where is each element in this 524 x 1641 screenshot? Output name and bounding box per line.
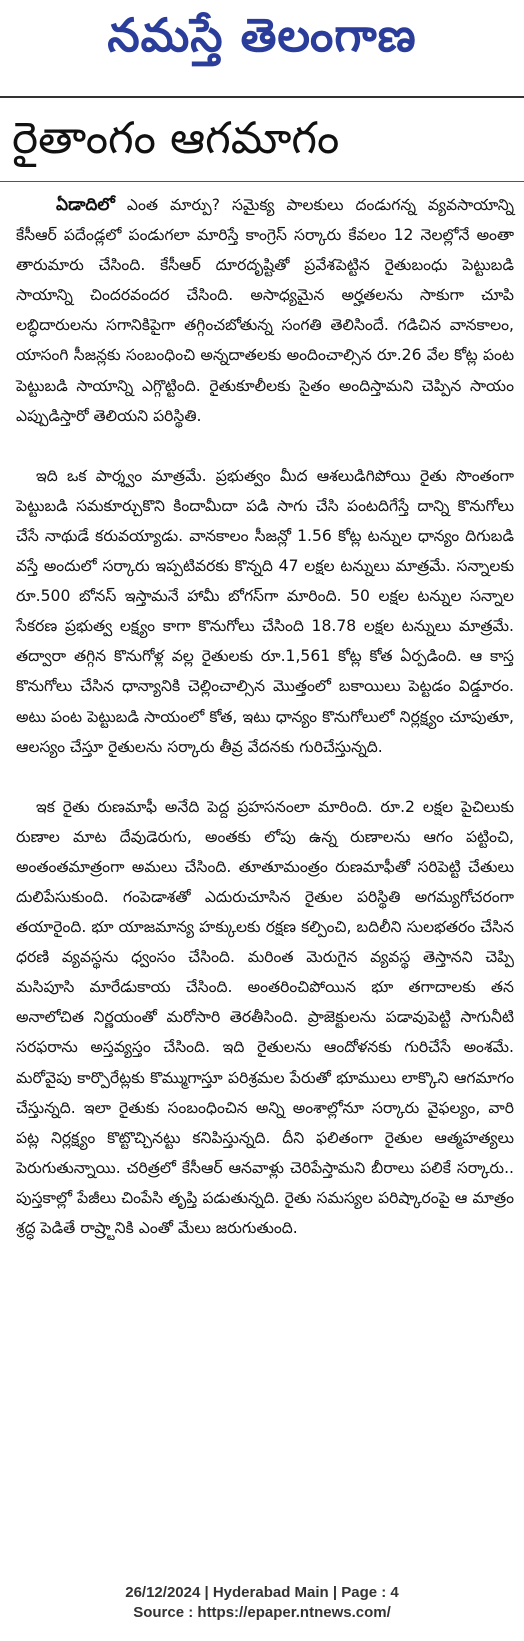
article-body — [16, 190, 514, 1243]
masthead-divider — [0, 96, 524, 98]
headline-divider — [0, 181, 524, 182]
article-paragraph — [16, 190, 514, 431]
paragraph-text: ఎంత మార్పు? సమైక్య పాలకులు దండుగన్న వ్యవసాయాన్ని కేసీఆర్ పదేండ్లలో పండుగలా మారిస్తే కాంగ్రెస్ సర్కారు కేవలం 12 నెలల్లోనే అంతా తారుమారు చేసింది. కేసీఆర్ దూరదృష్టితో ప్రవేశపెట్టిన రైతుబంధు పెట్టుబడి సాయాన్ని చిందరవందర చేసింది. అసాధ్యమైన అర్హతలను సాకుగా చూపి లబ్ధిదారులను సగానికిపైగా తగ్గించబోతున్న సంగతి తెలిసిందే. గడిచిన వానకాలం, యాసంగి సీజన్లకు సంబంధించి అన్నదాతలకు అందించాల్సిన రూ.26 వేల కోట్ల పంట పెట్టుబడి సాయాన్ని ఎగ్గొట్టింది. రైతుకూలీలకు సైతం అందిస్తామని చెప్పిన సాయం ఎప్పుడిస్తారో తెలియని పరిస్థితి. — [16, 196, 514, 425]
source-credit: Source : https://epaper.ntnews.com/ — [133, 1604, 391, 1621]
article-headline: రైతాంగం ఆగమాగం — [12, 113, 340, 164]
masthead — [0, 6, 524, 76]
footer — [0, 1583, 524, 1623]
masthead-logo: నమస్తే తెలంగాణ — [107, 8, 417, 62]
article-lead-word: ఏడాదిలో — [56, 195, 115, 215]
edition-info: 26/12/2024 | Hyderabad Main | Page : 4 — [125, 1584, 399, 1601]
article-paragraph: ఇక రైతు రుణమాఫీ అనేది పెద్ద ప్రహసనంలా మారింది. రూ.2 లక్షల పైచిలుకు రుణాల మాట దేవుడెరుగు, అంతకు లోపు ఉన్న రుణాలను ఆగం పట్టించి, అంతంతమాత్రంగా అమలు చేసింది. తూతూమంత్రం రుణమాఫీతో సరిపెట్టి చేతులు దులిపేసుకుంది. గంపెడాశతో ఎదురుచూసిన రైతుల పరిస్థితి అగమ్యగోచరంగా తయారైంది. భూ యాజమాన్య హక్కులకు రక్షణ కల్పించి, బదిలీని సులభతరం చేసిన ధరణి వ్యవస్థను ధ్వంసం చేసింది. మరింత మెరుగైన వ్యవస్థ తెస్తానని చెప్పి మసిపూసి మారేడుకాయ చేసింది. అంతరించిపోయిన భూ తగాదాలకు తన అనాలోచిత నిర్ణయంతో మరోసారి తెరతీసింది. ప్రాజెక్టులను పడావుపెట్టి సాగునీటి సరఫరాను అస్తవ్యస్తం చేసింది. ఇది రైతులను ఆందోళనకు గురిచేసే అంశమే. మరోవైపు కార్పొరేట్లకు కొమ్ముగాస్తూ పరిశ్రమల పేరుతో భూములు లాక్కొని ఆగమాగం చేస్తున్నది. ఇలా రైతుకు సంబంధించిన అన్ని అంశాల్లోనూ సర్కారు వైఫల్యం, వారి పట్ల నిర్లక్ష్యం కొట్టొచ్చినట్టు కనిపిస్తున్నది. దీని ఫలితంగా రైతుల ఆత్మహత్యలు పెరుగుతున్నాయి. చరిత్రలో కేసీఆర్ ఆనవాళ్లు చెరిపేస్తామని బీరాలు పలికే సర్కారు.. పుస్తకాల్లో పేజీలు చింపేసి తృప్తి పడుతున్నది. రైతు సమస్యల పరిష్కారంపై ఆ మాత్రం శ్రద్ధ పెడితే రాష్ర్టానికి ఎంతో మేలు జరుగుతుంది. — [16, 797, 514, 1237]
article-paragraph: ఇది ఒక పార్శ్వం మాత్రమే. ప్రభుత్వం మీద ఆశలుడిగిపోయి రైతు సొంతంగా పెట్టుబడి సమకూర్చుకొని కిందామీదా పడి సాగు చేసి పంటదిగేస్తే దాన్ని కొనుగోలు చేసే నాథుడే కరువయ్యాడు. వానకాలం సీజన్లో 1.56 కోట్ల టన్నుల ధాన్యం దిగుబడి వస్తే అందులో సర్కారు ఇప్పటివరకు కొన్నది 47 లక్షల టన్నులు మాత్రమే. సన్నాలకు రూ.500 బోనస్ ఇస్తామనే హామీ బోగస్‌గా మారింది. 50 లక్షల టన్నుల సన్నాల సేకరణ ప్రభుత్వ లక్ష్యం కాగా కొనుగోలు చేసింది 18.78 లక్షల టన్నులు మాత్రమే. తద్వారా తగ్గిన కొనుగోళ్ల వల్ల రైతులకు రూ.1,561 కోట్ల కోత ఏర్పడింది. ఆ కాస్త కొనుగోలు చేసిన ధాన్యానికి చెల్లించాల్సిన మొత్తంలో బకాయిలు పెట్టడం విడ్డూరం. అటు పంట పెట్టుబడి సాయంలో కోత, ఇటు ధాన్యం కొనుగోలులో నిర్లక్ష్యం చూపుతూ, ఆలస్యం చేస్తూ రైతులను సర్కారు తీవ్ర వేదనకు గురిచేస్తున్నది. — [16, 466, 514, 756]
